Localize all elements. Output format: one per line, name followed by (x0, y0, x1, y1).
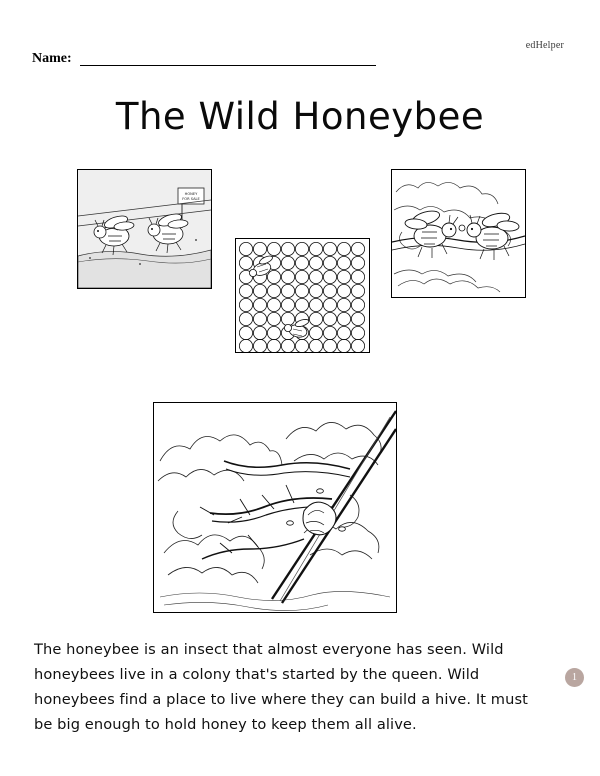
honeycomb-drawing (236, 239, 369, 352)
page-number-badge: 1 (565, 668, 584, 687)
hive-in-tree-drawing (154, 403, 396, 612)
bees-with-sign-drawing (78, 170, 211, 288)
illustration-bee-pair (391, 169, 526, 298)
brand-logo: edHelper (525, 40, 564, 51)
illustration-hive-in-tree (153, 402, 397, 613)
name-row (32, 52, 376, 66)
bee-pair-drawing (392, 170, 525, 297)
name-input[interactable] (80, 52, 376, 66)
svg-text:FOR SALE: FOR SALE (182, 197, 200, 201)
illustration-bees-with-sign (77, 169, 212, 289)
page-title: The Wild Honeybee (115, 95, 485, 138)
body-paragraph: The honeybee is an insect that almost everyone has seen. Wild honeybees live in a colony that's started by the queen. Wild honeybees find a place to live where they can build a hive. It must be big enough to hold honey to keep them all alive. (34, 640, 528, 733)
illustration-honeycomb (235, 238, 370, 353)
svg-text:HONEY: HONEY (184, 192, 198, 196)
name-label: Name: (32, 51, 72, 66)
